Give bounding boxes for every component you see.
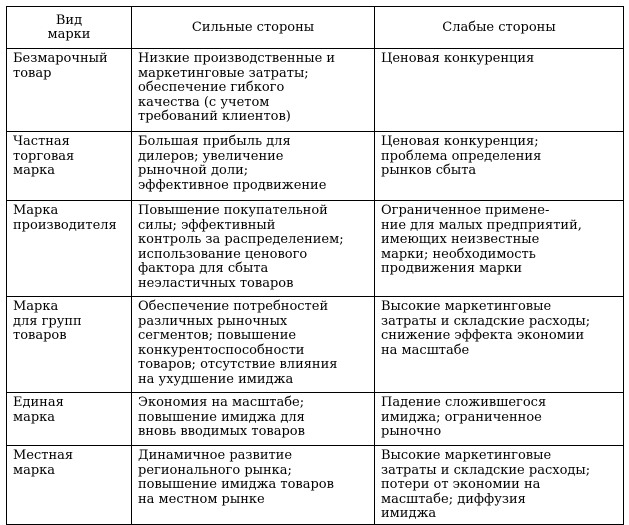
cell-text-line: марка [13, 409, 56, 425]
cell-text-line: Повышение покупательной [138, 203, 328, 218]
cell-text-line: Динамичное развитие [138, 448, 293, 463]
cell-text-line: товар [13, 65, 52, 81]
cell-text-line: Ограниченное примене- [381, 203, 550, 218]
cell-text-line: марки; необходимость [381, 246, 536, 262]
table-row [7, 201, 624, 297]
cell-text-line: Ценовая конкуренция [381, 51, 535, 66]
weaknesses-cell [375, 297, 624, 393]
cell-text-line: дилеров; увеличение [138, 148, 284, 164]
strengths-cell [132, 132, 375, 201]
cell-text-line: на ухудшение имиджа [138, 371, 294, 387]
cell-text-line: снижение эффекта экономии [381, 328, 585, 343]
cell-text-line: на местном рынке [138, 491, 265, 507]
cell-text-line: продвижения марки [381, 261, 523, 276]
cell-text-line: рыночной доли; [138, 163, 249, 178]
brand-type-cell [7, 393, 132, 446]
cell-text-line: производителя [13, 217, 117, 233]
cell-text-line: имеющих неизвестные [381, 232, 540, 247]
cell-text-line: Большая прибыль для [138, 134, 291, 149]
cell-text-line: проблема определения [381, 148, 542, 164]
cell-text-line: маркетинговые затраты; [138, 65, 309, 81]
weaknesses-cell [375, 393, 624, 446]
header-brand-type [7, 7, 132, 49]
cell-text-line: марка [13, 163, 56, 178]
cell-text-line: повышение имиджа товаров [138, 477, 334, 492]
cell-text-line: торговая [13, 148, 75, 164]
weaknesses-cell [375, 49, 624, 132]
cell-text-line: Сильные стороны [191, 19, 315, 35]
brand-type-cell [7, 446, 132, 525]
cell-text-line: Низкие производственные и [138, 51, 336, 66]
cell-text-line: регионального рынка; [138, 462, 292, 478]
cell-text-line: Единая [13, 395, 64, 410]
cell-text-line: использование ценового [138, 246, 308, 262]
weaknesses-cell [375, 446, 624, 525]
cell-text-line: эффективное продвижение [138, 177, 327, 193]
cell-text-line: Высокие маркетинговые [381, 299, 552, 314]
strengths-cell [132, 297, 375, 393]
brand-type-cell [7, 132, 132, 201]
cell-text-line: Ценовая конкуренция; [381, 134, 539, 149]
cell-text-line: Безмарочный [13, 51, 108, 66]
cell-text-line: Высокие маркетинговые [381, 448, 552, 463]
strengths-cell [132, 201, 375, 297]
cell-text-line: Марка [13, 203, 59, 218]
cell-text-line: марка [13, 462, 56, 478]
cell-text-line: требований клиентов) [138, 109, 291, 124]
strengths-cell [132, 49, 375, 132]
cell-text-line: ние для малых предприятий, [381, 217, 582, 233]
table-row [7, 393, 624, 446]
cell-text-line: качества (с учетом [138, 94, 270, 110]
cell-text-line: неэластичных товаров [138, 275, 294, 291]
cell-text-line: Марка [13, 299, 59, 314]
cell-text-line: сегментов; повышение [138, 328, 297, 343]
cell-text-line: рынков сбыта [381, 163, 477, 178]
brand-type-cell [7, 201, 132, 297]
cell-text-line: товаров; отсутствие влияния [138, 357, 338, 372]
cell-text-line: имиджа; ограниченное [381, 409, 542, 425]
cell-text-line: повышение имиджа для [138, 409, 305, 425]
header-weaknesses [375, 7, 624, 49]
cell-text-line: Местная [13, 448, 74, 463]
cell-text-line: вновь вводимых товаров [138, 424, 305, 439]
cell-text-line: Падение сложившегося [381, 395, 547, 410]
cell-text-line: конкурентоспособности [138, 342, 305, 358]
cell-text-line: контроль за распределением; [138, 232, 344, 247]
brand-comparison-table [6, 6, 624, 525]
cell-text-line: силы; эффективный [138, 217, 276, 233]
cell-text-line: марки [47, 27, 91, 42]
table-row [7, 49, 624, 132]
cell-text-line: Экономия на масштабе; [138, 395, 305, 410]
cell-text-line: затраты и складские расходы; [381, 313, 591, 329]
cell-text-line: затраты и складские расходы; [381, 462, 591, 478]
strengths-cell [132, 393, 375, 446]
brand-type-cell [7, 49, 132, 132]
weaknesses-cell [375, 132, 624, 201]
cell-text-line: обеспечение гибкого [138, 80, 285, 95]
cell-text-line: Обеспечение потребностей [138, 299, 329, 314]
strengths-cell [132, 446, 375, 525]
table-row [7, 297, 624, 393]
table-row [7, 132, 624, 201]
table-row [7, 446, 624, 525]
brand-type-cell [7, 297, 132, 393]
cell-text-line: товаров [13, 328, 67, 343]
cell-text-line: Частная [13, 134, 70, 149]
header-row [7, 7, 624, 49]
header-strengths [132, 7, 375, 49]
cell-text-line: Слабые стороны [442, 19, 556, 35]
cell-text-line: для групп [13, 313, 82, 329]
cell-text-line: рыночно [381, 424, 442, 439]
cell-text-line: имиджа [381, 506, 437, 521]
cell-text-line: потери от экономии на [381, 477, 541, 492]
cell-text-line: Вид [55, 12, 83, 28]
weaknesses-cell [375, 201, 624, 297]
cell-text-line: различных рыночных [138, 313, 288, 329]
cell-text-line: фактора для сбыта [138, 261, 269, 276]
cell-text-line: масштабе; диффузия [381, 491, 526, 507]
cell-text-line: на масштабе [381, 342, 470, 358]
